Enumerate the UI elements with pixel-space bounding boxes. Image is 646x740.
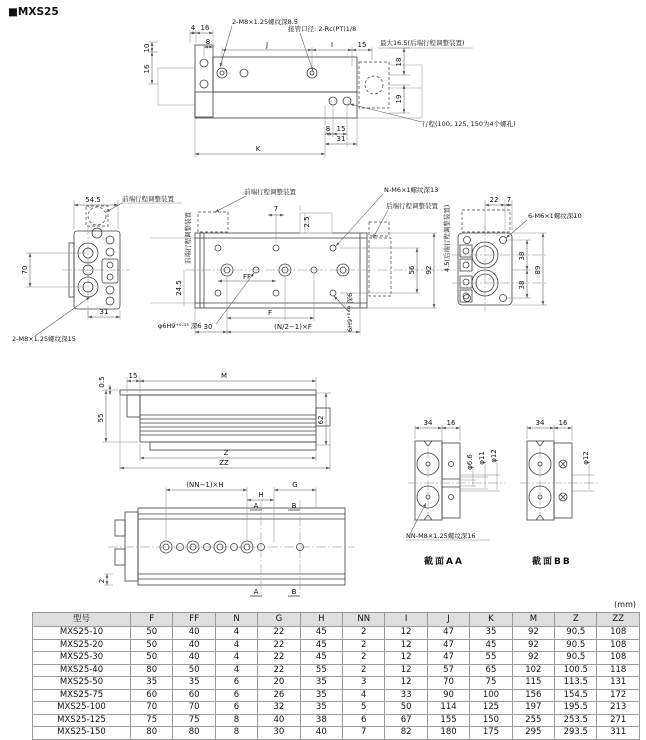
dim-cell: 102 [512,664,554,677]
table-row [33,677,640,690]
dim-label: I [330,41,334,49]
dim-cell: 35 [470,627,512,640]
dim-label: 15 [336,125,346,133]
dim-cell: 90.5 [555,639,597,652]
model-cell: MXS25-10 [33,627,131,640]
dim-cell: 70 [131,702,173,715]
dim-label: 15 [128,372,138,380]
dim-cell: 125 [470,702,512,715]
dim-label: 16 [200,24,210,32]
model-cell: MXS25-75 [33,689,131,702]
column-header: NN [343,613,385,627]
dim-cell: 271 [597,714,640,727]
dim-cell: 4 [215,627,257,640]
table-row [33,627,640,640]
column-header: ZZ [597,613,640,627]
dim-cell: 6 [215,689,257,702]
bottom-view [98,481,355,596]
front-view [12,194,182,343]
dim-label: 54.5 [85,196,101,204]
dim-cell: 90.5 [555,627,597,640]
dim-cell: 197 [512,702,554,715]
model-cell: MXS25-30 [33,652,131,665]
dim-label: 19 [395,94,403,104]
dim-cell: 22 [258,664,300,677]
front-adjuster-note: 前端行程调整装置 [122,195,174,203]
dim-label: 7 [506,196,512,204]
dim-label: φ12 [490,449,498,463]
dim-label: G [292,481,298,489]
dim-label: 2.5 [303,216,311,228]
positioning-hole-note-v: 6H9⁺⁰·⁰³ 深6 [346,292,354,332]
dimension-table-wrap [32,612,640,740]
dim-cell: 70 [427,677,469,690]
rear-adjuster-note: 后端行程调整装置 [386,202,438,210]
column-header: I [385,613,427,627]
dim-cell: 7 [343,727,385,740]
dim-label: 92 [425,265,433,275]
dim-label: 0.5 [98,376,106,388]
model-cell: MXS25-150 [33,727,131,740]
dim-cell: 90.5 [555,652,597,665]
dim-cell: 2 [343,652,385,665]
dim-cell: 100.5 [555,664,597,677]
column-header: H [300,613,342,627]
dim-cell: 4 [215,664,257,677]
dim-cell: 55 [470,652,512,665]
dim-cell: 35 [300,677,342,690]
dim-cell: 255 [512,714,554,727]
dim-cell: 22 [258,639,300,652]
dim-cell: 45 [300,627,342,640]
model-cell: MXS25-100 [33,702,131,715]
page-title: ■MXS25 [8,6,59,18]
dim-label: 8 [325,125,331,133]
column-header: G [258,613,300,627]
dim-cell: 50 [385,702,427,715]
dim-cell: 50 [131,652,173,665]
section-mark-a: A [253,502,259,510]
dim-cell: 40 [173,627,215,640]
model-cell: MXS25-50 [33,677,131,690]
section-caption: 截面BB [532,557,572,567]
dim-label: φ11 [478,451,486,465]
rear-adjuster-ghost [369,238,391,296]
dim-cell: 8 [215,727,257,740]
table-row [33,652,640,665]
dim-cell: 47 [427,627,469,640]
dim-cell: 4 [215,652,257,665]
dimension-table [32,612,640,740]
dim-label: K [255,145,261,153]
dim-cell: 80 [173,727,215,740]
dim-cell: 12 [385,664,427,677]
dim-cell: 8 [215,714,257,727]
dim-cell: 2 [343,664,385,677]
thread-note: 2-M8×1.25螺纹深15 [12,335,76,343]
dim-cell: 2 [343,627,385,640]
positioning-hole-note: φ6H9⁺⁰·⁰³ 深6 [158,322,202,330]
table-row [33,714,640,727]
dim-cell: 92 [512,652,554,665]
dim-label: 70 [21,265,29,275]
dim-cell: 150 [470,714,512,727]
table-row [33,727,640,740]
dim-cell: 5 [343,702,385,715]
column-header: M [512,613,554,627]
model-cell: MXS25-125 [33,714,131,727]
column-header: J [427,613,469,627]
port-hole [307,68,317,78]
dim-label: J [265,41,269,49]
section-bb [520,419,600,567]
dim-cell: 154.5 [555,689,597,702]
dim-cell: 253.5 [555,714,597,727]
dim-label: 4 [190,24,196,32]
model-cell: MXS25-40 [33,664,131,677]
dim-cell: 12 [385,652,427,665]
dim-cell: 35 [300,702,342,715]
dim-label: 34 [423,419,433,427]
model-cell: MXS25-20 [33,639,131,652]
dim-cell: 6 [215,677,257,690]
dim-cell: 47 [427,652,469,665]
dim-cell: 32 [258,702,300,715]
dim-cell: 2 [343,639,385,652]
dim-cell: 20 [258,677,300,690]
dim-cell: 26 [258,689,300,702]
thread-note: 6-M6×1螺纹深10 [528,212,582,220]
dim-cell: 156 [512,689,554,702]
dim-cell: 92 [512,639,554,652]
dim-label: (N/2−1)×F [274,323,312,331]
dim-cell: 118 [597,664,640,677]
dim-cell: 4 [343,689,385,702]
dim-cell: 57 [427,664,469,677]
thread-note: N-M6×1螺纹深13 [384,186,439,194]
dim-label: 16 [446,419,456,427]
section-mark-b: B [291,502,297,510]
dim-cell: 311 [597,727,640,740]
plan-view [150,185,455,335]
dim-cell: 50 [173,664,215,677]
table-row [33,639,640,652]
dim-cell: 12 [385,677,427,690]
dim-label: 22 [489,196,499,204]
dim-cell: 6 [343,714,385,727]
dim-label: 89 [534,265,542,275]
dim-cell: 90 [427,689,469,702]
dim-label: 62 [317,415,325,425]
thread-note: 2-M8×1.25螺纹深8.5 [232,18,298,26]
dim-cell: 295 [512,727,554,740]
dim-cell: 30 [258,727,300,740]
dim-cell: 60 [173,689,215,702]
slide-table [213,57,357,92]
dim-cell: 75 [131,714,173,727]
thread-note: NN-M8×1.25螺纹深16 [406,532,476,540]
dim-cell: 80 [131,664,173,677]
column-header: F [131,613,173,627]
dim-cell: 65 [470,664,512,677]
dim-label: 55 [97,413,105,423]
dim-cell: 35 [173,677,215,690]
dim-cell: 108 [597,652,640,665]
dim-cell: 82 [385,727,427,740]
section-caption: 截面AA [424,557,464,567]
dim-table-body [33,627,640,740]
dim-label: 56 [408,265,416,275]
column-header: K [470,613,512,627]
dim-cell: 6 [215,702,257,715]
dim-label: φ12 [582,451,590,465]
dim-cell: 50 [131,627,173,640]
dim-label: 16 [558,419,568,427]
dim-cell: 50 [131,639,173,652]
dim-cell: 108 [597,627,640,640]
dim-cell: 45 [470,639,512,652]
dim-cell: 38 [300,714,342,727]
dim-cell: 131 [597,677,640,690]
dim-cell: 213 [597,702,640,715]
rear-adjuster-ghost [359,62,389,108]
section-aa [406,419,505,567]
dim-cell: 22 [258,652,300,665]
dim-label: 31 [336,135,346,143]
end-view [452,196,582,312]
dim-label: 16 [143,64,151,74]
dim-label: F [267,309,273,317]
dim-cell: 35 [131,677,173,690]
dim-cell: 108 [597,639,640,652]
dim-cell: 55 [300,664,342,677]
stroke-note: 行程(100, 125, 150为4个螺孔) [422,120,516,128]
dim-label: 15 [357,41,367,49]
dim-cell: 4 [215,639,257,652]
dim-cell: 45 [300,652,342,665]
dim-label: 24.5 [175,280,183,296]
dim-cell: 47 [427,639,469,652]
dim-label: 30 [203,323,213,331]
unit-label: (mm) [614,600,636,609]
dim-cell: 3 [343,677,385,690]
dim-cell: 40 [173,639,215,652]
dim-cell: 114 [427,702,469,715]
dim-cell: 40 [258,714,300,727]
section-mark-a: A [253,588,259,596]
dim-cell: 113.5 [555,677,597,690]
dim-cell: 293.5 [555,727,597,740]
dim-cell: 155 [427,714,469,727]
dim-cell: 100 [470,689,512,702]
column-header: FF [173,613,215,627]
dim-cell: 67 [385,714,427,727]
dim-label: H [258,491,264,499]
dim-cell: 172 [597,689,640,702]
dim-cell: 92 [512,627,554,640]
dim-cell: 35 [300,689,342,702]
table-row [33,702,640,715]
front-adjuster-side-note: 前端行程调整装置 [184,212,192,264]
dim-cell: 45 [300,639,342,652]
dim-label: M [220,372,228,380]
dim-cell: 75 [470,677,512,690]
dim-cell: 33 [385,689,427,702]
table-row [33,689,640,702]
port-note: 接管口径: 2-Rc(PT)1/8 [288,25,357,33]
dim-label: 10 [143,43,151,53]
dim-cell: 80 [131,727,173,740]
dim-label: Z [223,449,229,457]
max-adjuster-note: 最大16.5(后端行程调整装置) [380,39,465,47]
dim-label: 2 [98,578,106,584]
table-row [33,664,640,677]
dim-cell: 115 [512,677,554,690]
dim-label: 38 [518,251,526,261]
dim-label: 34 [535,419,545,427]
column-header-model: 型号 [33,613,131,627]
dim-label: 38 [518,280,526,290]
dim-label: φ6.6 [466,454,474,470]
dim-cell: 12 [385,627,427,640]
dim-label: (NN−1)×H [186,481,224,489]
dim-label: ZZ [219,459,229,467]
dim-cell: 60 [131,689,173,702]
dim-cell: 75 [173,714,215,727]
rear-offset-note: 4.5(后端行程调整装置) [443,204,451,272]
profile-view [97,372,331,471]
section-mark-b: B [291,588,297,596]
dim-cell: 175 [470,727,512,740]
front-adjuster-note: 前端行程调整装置 [244,188,296,196]
dim-cell: 195.5 [555,702,597,715]
dim-cell: 70 [173,702,215,715]
dim-label: 8 [205,38,211,46]
dim-cell: 180 [427,727,469,740]
dim-label: 7 [273,205,279,213]
column-header: N [215,613,257,627]
header-row [33,613,640,627]
dim-cell: 12 [385,639,427,652]
top-view [143,17,516,157]
dim-label: FF [242,273,252,281]
column-header: Z [555,613,597,627]
dim-cell: 22 [258,627,300,640]
dim-label: 31 [99,308,109,316]
dim-cell: 40 [173,652,215,665]
dim-label: 18 [395,57,403,67]
dim-cell: 40 [300,727,342,740]
